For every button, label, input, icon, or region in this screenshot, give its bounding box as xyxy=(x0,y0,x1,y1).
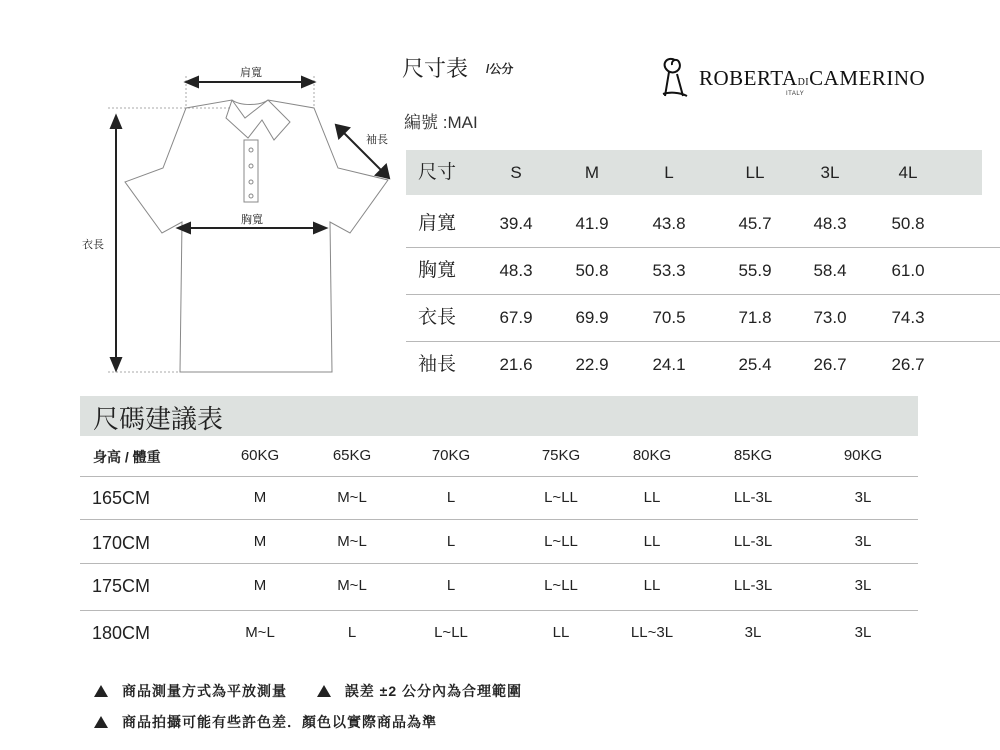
size-cell: 25.4 xyxy=(738,355,772,374)
size-cell: 22.9 xyxy=(575,355,609,374)
recommendation-cell: 3L xyxy=(854,489,872,506)
brand-sub: ITALY xyxy=(786,91,805,97)
chest-label: 胸寬 xyxy=(241,214,263,226)
recommendation-cell: 3L xyxy=(854,533,872,550)
size-col-ll: LL xyxy=(745,163,765,182)
brand-name-right: CAMERINO xyxy=(809,66,926,90)
size-row xyxy=(406,248,1000,295)
size-row-label: 胸寬 xyxy=(418,260,457,281)
triangle-bullet-icon xyxy=(317,685,331,697)
height-label: 165CM xyxy=(92,488,151,508)
note-tolerance: 誤差 ±2 公分內為合理範圍 xyxy=(344,683,523,699)
size-cell: 43.8 xyxy=(652,214,686,233)
product-code: 編號 :MAI xyxy=(404,113,478,132)
size-header-label: 尺寸 xyxy=(418,162,457,183)
height-label: 180CM xyxy=(92,623,151,643)
recommendation-cell: 3L xyxy=(854,577,872,594)
recommendation-cell: LL-3L xyxy=(733,577,773,594)
recommendation-cell: M xyxy=(253,577,267,594)
size-cell: 50.8 xyxy=(891,214,925,233)
size-row xyxy=(406,295,1000,342)
weight-col: 90KG xyxy=(843,447,883,464)
size-chart-title: 尺寸表 xyxy=(402,56,469,81)
height-label: 170CM xyxy=(92,533,151,553)
size-cell: 26.7 xyxy=(891,355,925,374)
size-cell: 53.3 xyxy=(652,261,686,280)
recommendation-cell: M~L xyxy=(245,624,275,641)
size-cell: 69.9 xyxy=(575,308,609,327)
note-line-1 xyxy=(94,681,522,701)
size-cell: 71.8 xyxy=(738,308,772,327)
weight-col: 70KG xyxy=(431,447,471,464)
recommendation-cell: M~L xyxy=(337,489,367,506)
note-line-2 xyxy=(94,712,437,732)
size-col-4l: 4L xyxy=(898,163,918,182)
recommendation-cell: LL-3L xyxy=(733,489,773,506)
recommendation-cell: LL xyxy=(643,489,661,506)
size-cell: 67.9 xyxy=(499,308,533,327)
size-row-label: 袖長 xyxy=(418,354,457,375)
size-cell: 24.1 xyxy=(652,355,686,374)
brand-name-left: ROBERTA xyxy=(699,66,798,90)
triangle-bullet-icon xyxy=(94,685,108,697)
weight-col: 65KG xyxy=(332,447,372,464)
recommendation-cell: M~L xyxy=(337,533,367,550)
recommendation-cell: M~L xyxy=(337,577,367,594)
recommendation-cell: 3L xyxy=(744,624,762,641)
triangle-bullet-icon xyxy=(94,716,108,728)
size-col-3l: 3L xyxy=(820,163,840,182)
recommendation-cell: LL xyxy=(552,624,570,641)
rose-logo-icon xyxy=(655,52,695,102)
size-cell: 48.3 xyxy=(499,261,533,280)
recommendation-cell: M xyxy=(253,533,267,550)
recommendation-cell: M xyxy=(253,489,267,506)
shirt-diagram xyxy=(70,60,410,390)
size-cell: 61.0 xyxy=(891,261,925,280)
weight-col: 85KG xyxy=(733,447,773,464)
recommendation-row xyxy=(80,477,918,520)
size-row-label: 肩寬 xyxy=(418,213,457,234)
size-row-label: 衣長 xyxy=(418,307,457,328)
size-cell: 21.6 xyxy=(499,355,533,374)
weight-col: 80KG xyxy=(632,447,672,464)
size-cell: 50.8 xyxy=(575,261,609,280)
note-color: 商品拍攝可能有些許色差．顏色以實際商品為準 xyxy=(122,714,437,730)
recommendation-row xyxy=(80,611,918,657)
size-cell: 73.0 xyxy=(813,308,847,327)
size-cell: 26.7 xyxy=(813,355,847,374)
size-chart-unit: /公分 xyxy=(486,62,514,76)
size-cell: 45.7 xyxy=(738,214,772,233)
recommendation-cell: L xyxy=(446,489,456,506)
size-cell: 58.4 xyxy=(813,261,847,280)
recommendation-cell: L xyxy=(446,533,456,550)
shoulder-label: 肩寬 xyxy=(240,67,262,79)
recommendation-cell: L~LL xyxy=(434,624,468,641)
recommendation-cell: L~LL xyxy=(544,533,578,550)
recommendation-cell: L~LL xyxy=(544,577,578,594)
size-cell: 41.9 xyxy=(575,214,609,233)
weight-col: 75KG xyxy=(541,447,581,464)
note-measure: 商品測量方式為平放測量 xyxy=(122,683,287,699)
recommendation-cell: LL-3L xyxy=(733,533,773,550)
size-row xyxy=(406,342,1000,388)
size-cell: 70.5 xyxy=(652,308,686,327)
size-cell: 39.4 xyxy=(499,214,533,233)
brand-name-di: DI xyxy=(797,77,810,88)
brand-logo xyxy=(655,52,945,104)
recommendation-cell: L xyxy=(347,624,357,641)
size-col-l: L xyxy=(664,163,674,182)
size-col-m: M xyxy=(584,163,600,182)
size-cell: 48.3 xyxy=(813,214,847,233)
recommendation-cell: LL xyxy=(643,577,661,594)
recommendation-cell: LL~3L xyxy=(630,624,674,641)
recommendation-row xyxy=(80,564,918,611)
size-cell: 55.9 xyxy=(738,261,772,280)
size-cell: 74.3 xyxy=(891,308,925,327)
size-col-s: S xyxy=(510,163,522,182)
recommendation-title: 尺碼建議表 xyxy=(93,404,224,434)
recommendation-cell: LL xyxy=(643,533,661,550)
recommendation-cell: L xyxy=(446,577,456,594)
recommendation-cell: 3L xyxy=(854,624,872,641)
length-label: 衣長 xyxy=(82,239,104,251)
recommendation-header-label: 身高 / 體重 xyxy=(93,449,161,465)
recommendation-cell: L~LL xyxy=(544,489,578,506)
recommendation-header-row xyxy=(80,436,918,477)
recommendation-row xyxy=(80,520,918,564)
weight-col: 60KG xyxy=(240,447,280,464)
sleeve-label: 袖長 xyxy=(366,134,388,146)
size-row xyxy=(406,201,1000,248)
size-table-header xyxy=(406,150,982,195)
height-label: 175CM xyxy=(92,576,151,596)
